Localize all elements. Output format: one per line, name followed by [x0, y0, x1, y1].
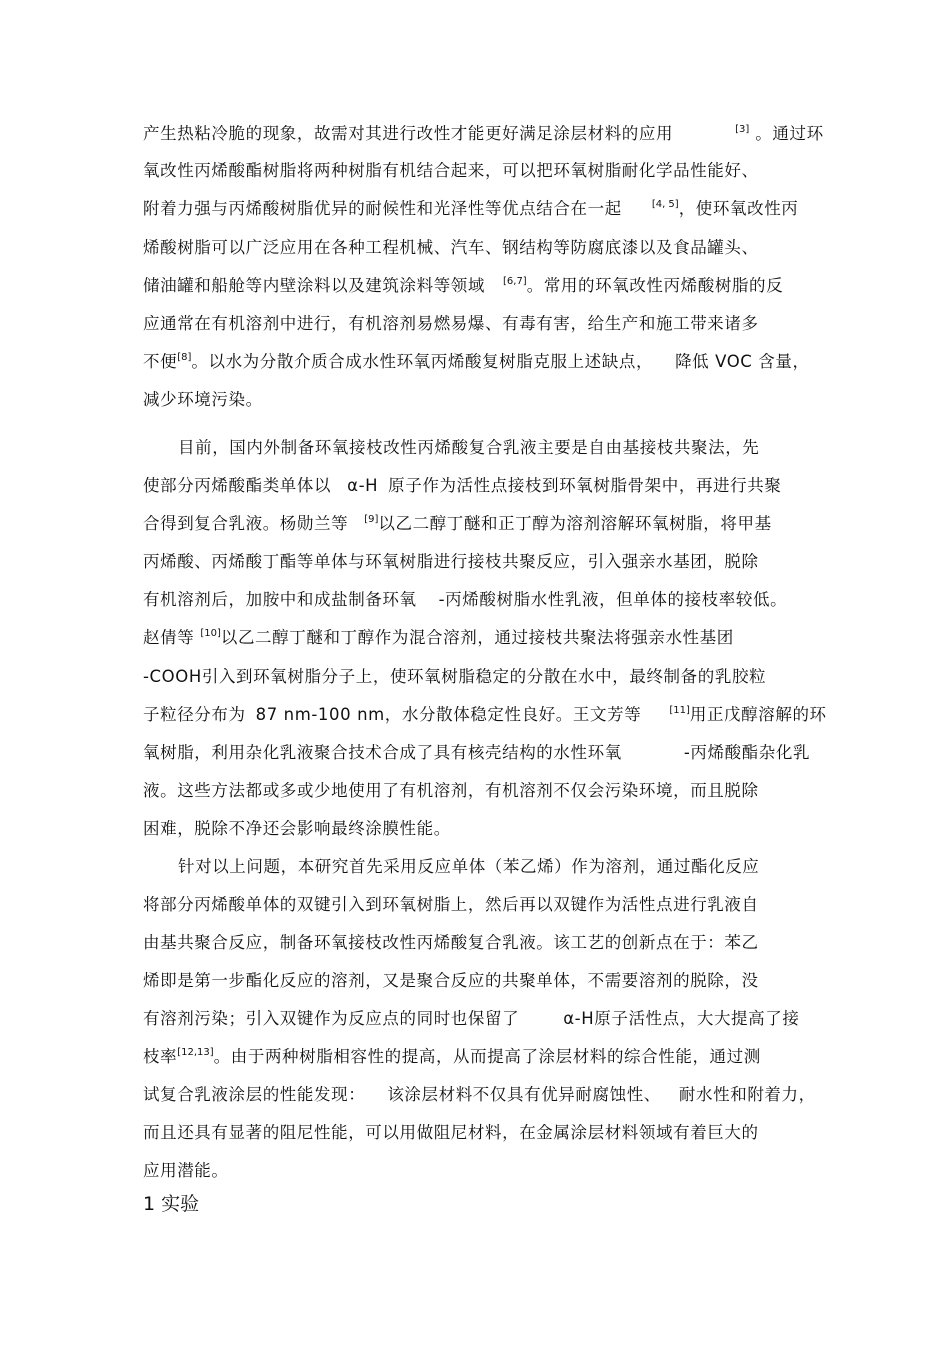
citation: [11]	[669, 705, 690, 716]
text-line: 烯即是第一步酯化反应的溶剂，又是聚合反应的共聚单体，不需要溶剂的脱除，没	[143, 971, 759, 990]
text-line: 不便[8]。以水为分散介质合成水性环氧丙烯酸复树脂克服上述缺点， 降低 VOC 含量，	[143, 352, 810, 371]
text-line: 赵倩等 [10]以乙二醇丁醚和丁醇作为混合溶剂，通过接枝共聚法将强亲水性基团	[143, 628, 734, 647]
text-line: 产生热粘冷脆的现象，故需对其进行改性才能更好满足涂层材料的应用 [3] 。通过环	[143, 124, 824, 143]
citation: [8]	[177, 352, 192, 363]
text-line: 将部分丙烯酸单体的双键引入到环氧树脂上，然后再以双键作为活性点进行乳液自	[143, 895, 759, 914]
text-line: 由基共聚合反应，制备环氧接枝改性丙烯酸复合乳液。该工艺的创新点在于：苯乙	[143, 933, 759, 952]
citation: [4, 5]	[651, 199, 679, 210]
text-line: 液。这些方法都或多或少地使用了有机溶剂，有机溶剂不仅会污染环境，而且脱除	[143, 781, 759, 800]
section-heading: 1 实验	[143, 1193, 200, 1215]
text-line: 合得到复合乳液。杨勋兰等 [9]以乙二醇丁醚和正丁醇为溶剂溶解环氧树脂，将甲基	[143, 514, 772, 533]
citation: [6,7]	[503, 276, 527, 287]
citation: [12,13]	[177, 1047, 214, 1058]
text-line: 针对以上问题，本研究首先采用反应单体（苯乙烯）作为溶剂，通过酯化反应	[178, 857, 760, 876]
text-line: 丙烯酸、丙烯酸丁酯等单体与环氧树脂进行接枝共聚反应，引入强亲水基团，脱除	[143, 552, 759, 571]
text-line: 目前，国内外制备环氧接枝改性丙烯酸复合乳液主要是自由基接枝共聚法，先	[178, 438, 760, 457]
text-line: 减少环境污染。	[143, 390, 263, 409]
text-line: 枝率[12,13]。由于两种树脂相容性的提高，从而提高了涂层材料的综合性能，通过测	[143, 1047, 761, 1066]
text-line: 而且还具有显著的阻尼性能，可以用做阻尼材料，在金属涂层材料领域有着巨大的	[143, 1123, 759, 1142]
text-line: -COOH引入到环氧树脂分子上，使环氧树脂稳定的分散在水中，最终制备的乳胶粒	[143, 667, 767, 686]
text-line: 困难，脱除不净还会影响最终涂膜性能。	[143, 819, 451, 838]
citation: [10]	[200, 628, 221, 639]
text-line: 应用潜能。	[143, 1161, 229, 1180]
text-line: 使部分丙烯酸酯类单体以 α-H 原子作为活性点接枝到环氧树脂骨架中，再进行共聚	[143, 476, 782, 495]
text-line: 试复合乳液涂层的性能发现： 该涂层材料不仅具有优异耐腐蚀性、 耐水性和附着力，	[143, 1085, 816, 1104]
text-line: 子粒径分布为 87 nm-100 nm，水分散体稳定性良好。王文芳等 [11]用正戊醇溶解的环	[143, 705, 827, 724]
text-line: 储油罐和船舱等内壁涂料以及建筑涂料等领域 [6,7]。常用的环氧改性丙烯酸树脂的反	[143, 276, 784, 295]
citation: [3]	[735, 124, 750, 135]
text-line: 氧改性丙烯酸酯树脂将两种树脂有机结合起来，可以把环氧树脂耐化学品性能好、	[143, 161, 759, 180]
text-line: 应通常在有机溶剂中进行，有机溶剂易燃易爆、有毒有害，给生产和施工带来诸多	[143, 314, 759, 333]
text-line: 烯酸树脂可以广泛应用在各种工程机械、汽车、钢结构等防腐底漆以及食品罐头、	[143, 238, 759, 257]
text-line: 有溶剂污染；引入双键作为反应点的同时也保留了 α-H原子活性点，大大提高了接	[143, 1009, 800, 1028]
citation: [9]	[364, 514, 379, 525]
text-line: 氧树脂，利用杂化乳液聚合技术合成了具有核壳结构的水性环氧 -丙烯酸酯杂化乳	[143, 743, 811, 762]
text-line: 有机溶剂后，加胺中和成盐制备环氧 -丙烯酸树脂水性乳液，但单体的接枝率较低。	[143, 590, 788, 609]
text-line: 附着力强与丙烯酸树脂优异的耐候性和光泽性等优点结合在一起 [4, 5]，使环氧改性丙	[143, 199, 799, 218]
